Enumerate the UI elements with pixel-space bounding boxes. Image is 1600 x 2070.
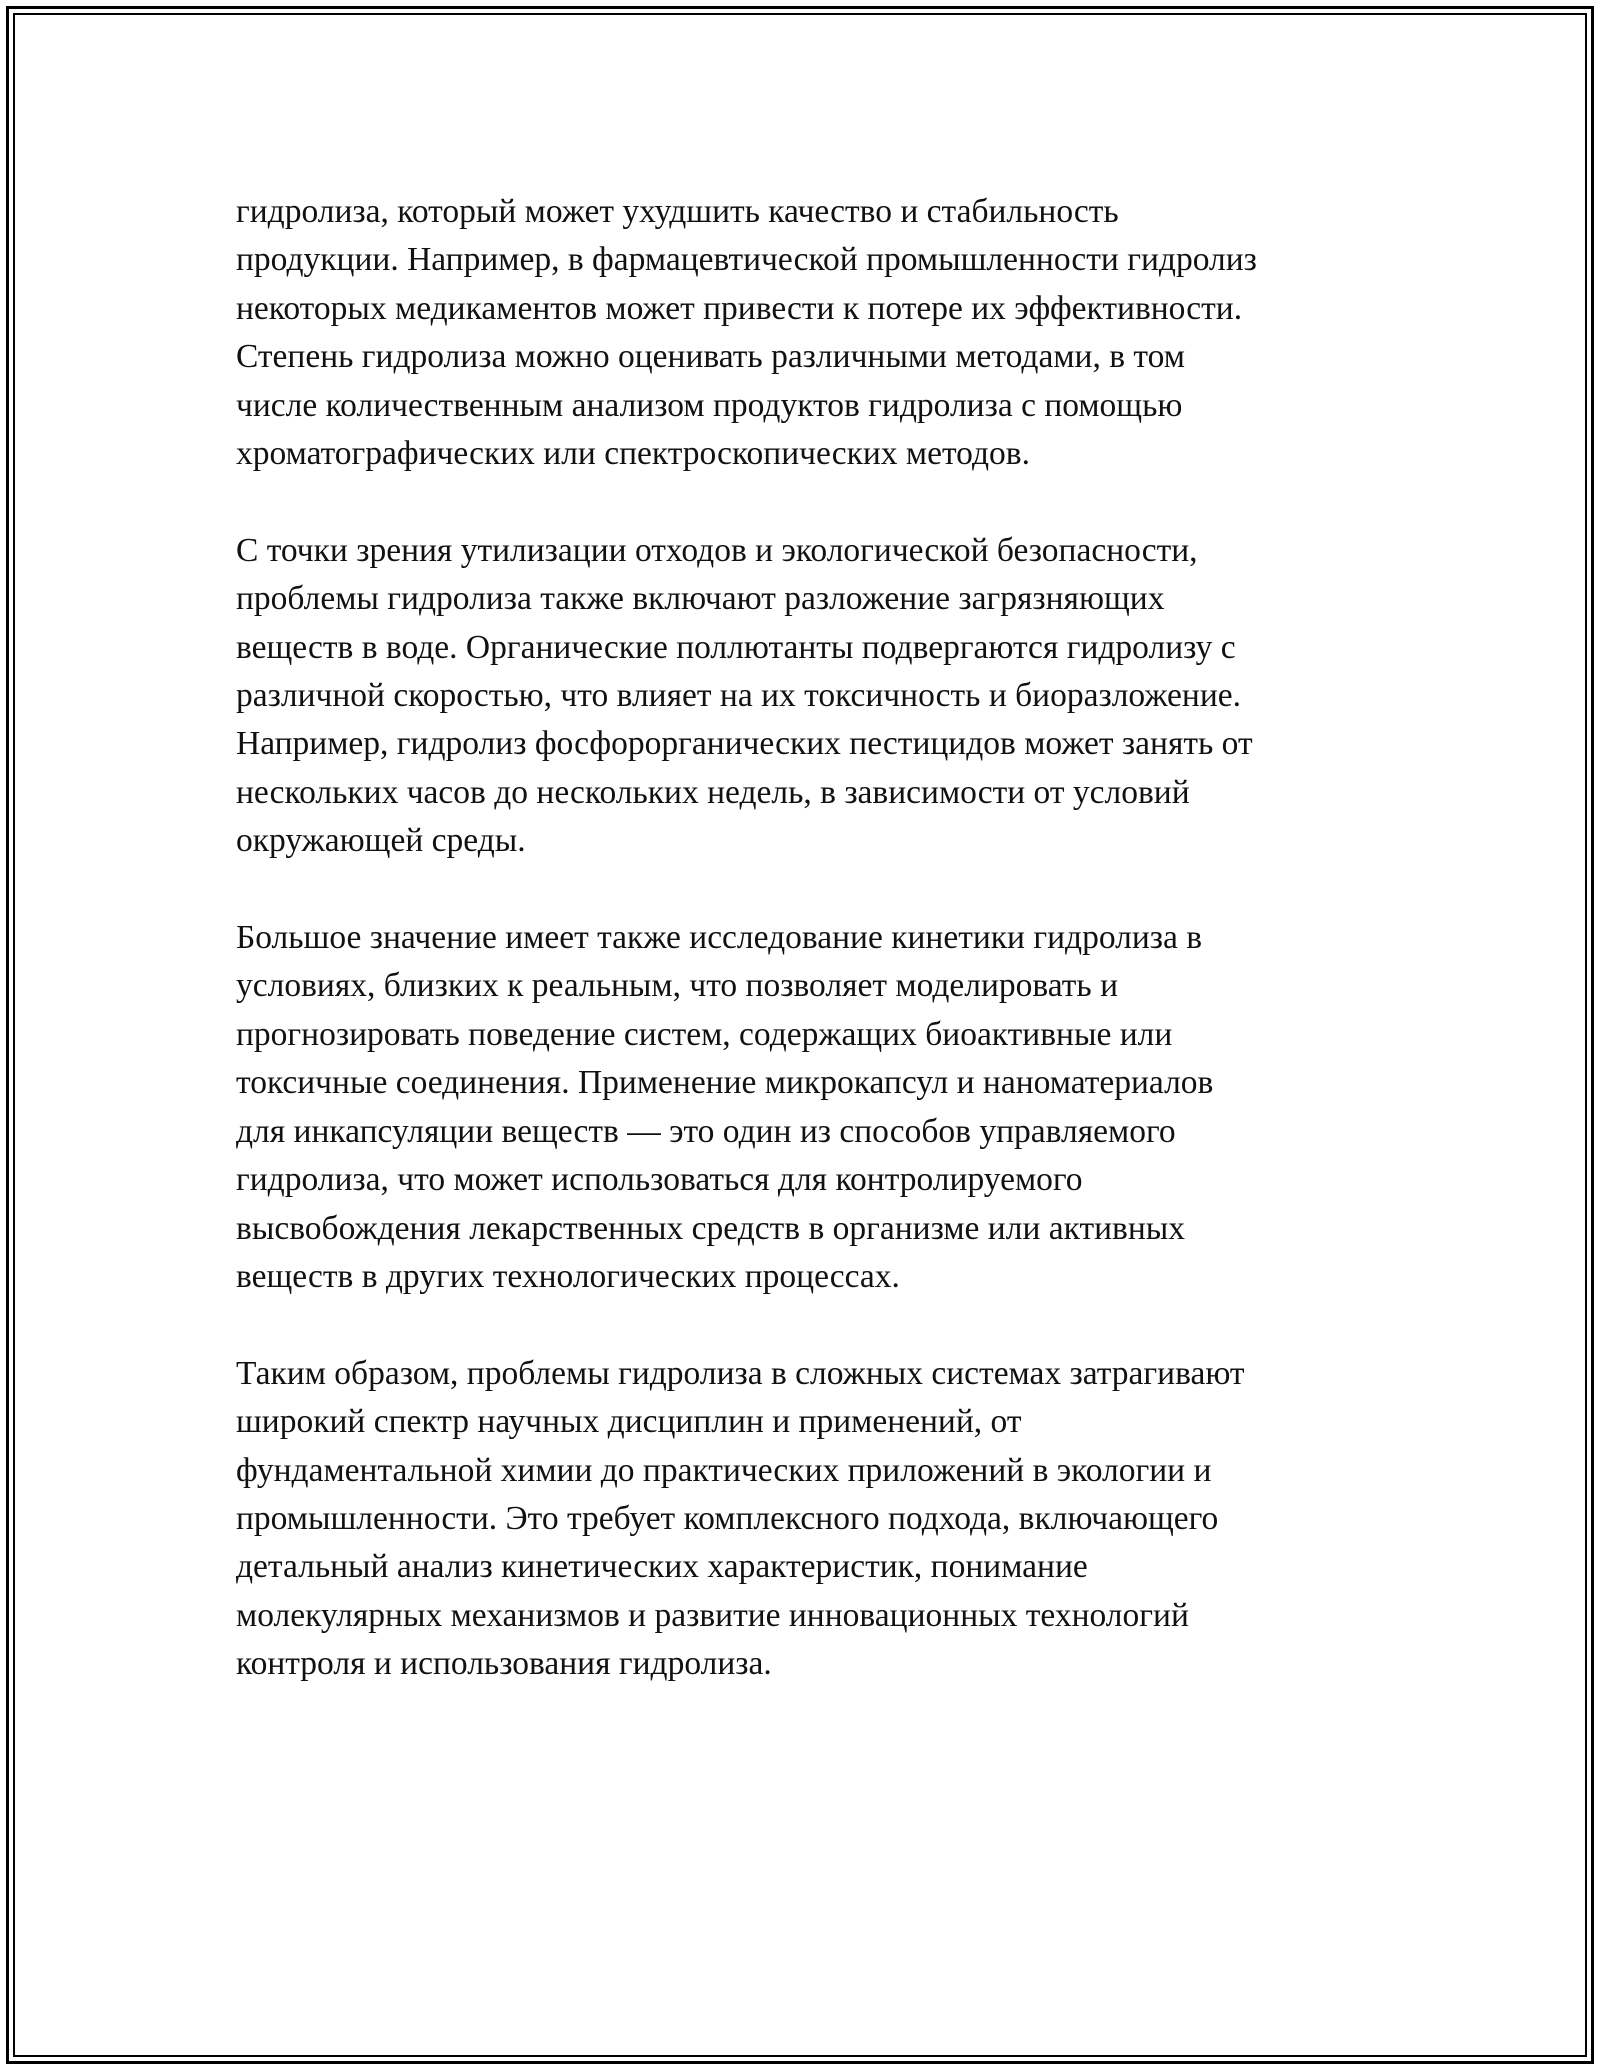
paragraph-hydrolysis-quality: гидролиза, который может ухудшить качество и стабильность продукции. Например, в фармацевтической промышленности гидролиз некоторых медикаментов может привести к потере их эффективности. Степень гидролиза можно оценивать различными методами, в том числе количественным анализом продуктов гидролиза с помощью хроматографических или спектроскопических методов. bbox=[236, 193, 1257, 473]
paragraph-conclusion: Таким образом, проблемы гидролиза в сложных системах затрагивают широкий спектр научных дисциплин и применений, от фундаментальной химии до практических приложений в экологии и промышленности. Это требует комплексного подхода, включающего детальный анализ кинетических характеристик, понимание молекулярных механизмов и развитие инновационных технологий контроля и использования гидролиза. bbox=[236, 1354, 1245, 1683]
document-body bbox=[236, 188, 1386, 1737]
paragraph-waste-ecology: С точки зрения утилизации отходов и экологической безопасности, проблемы гидролиза также включают разложение загрязняющих веществ в воде. Органические поллютанты подвергаются гидролизу с различной скоростью, что влияет на их токсичность и биоразложение. Например, гидролиз фосфорорганических пестицидов может занять от нескольких часов до нескольких недель, в зависимости от условий окружающей среды. bbox=[236, 531, 1253, 860]
paragraph-kinetics-research: Большое значение имеет также исследование кинетики гидролиза в условиях, близких к реальным, что позволяет моделировать и прогнозировать поведение систем, содержащих биоактивные или токсичные соединения. Применение микрокапсул и наноматериалов для инкапсуляции веществ — это один из способов управляемого гидролиза, что может использоваться для контролируемого высвобождения лекарственных средств в организме или активных веществ в других технологических процессах. bbox=[236, 919, 1214, 1295]
